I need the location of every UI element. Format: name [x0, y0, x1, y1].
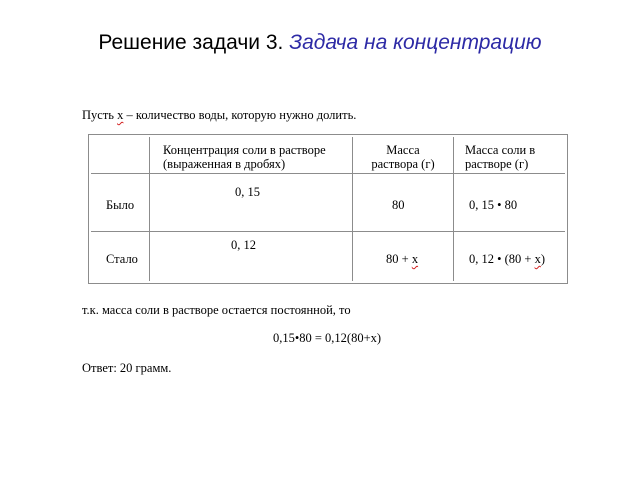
answer-text: Ответ: 20 грамм.: [82, 361, 172, 375]
table-divider: [453, 137, 454, 281]
header-mass-solution-line1: Масса: [386, 143, 420, 157]
intro-suffix: – количество воды, которую нужно долить.: [123, 108, 357, 122]
after-concentration: 0, 12: [231, 238, 256, 252]
table-divider: [91, 231, 565, 232]
row-label-before: Было: [106, 198, 135, 212]
table-divider: [149, 137, 150, 281]
header-concentration-line1: Концентрация соли в растворе: [163, 143, 326, 157]
equation: 0,15•80 = 0,12(80+х): [273, 331, 382, 345]
after-mass-salt-suffix: ): [540, 252, 546, 266]
after-mass-solution-prefix: 80 +: [386, 252, 412, 266]
intro-text: [82, 108, 356, 123]
after-mass-solution-variable: х: [411, 252, 419, 266]
header-mass-salt-line1: Масса соли в: [465, 143, 536, 157]
intro-prefix: Пусть: [82, 108, 118, 122]
slide-title: [0, 31, 640, 55]
row-label-after: Стало: [106, 252, 138, 266]
intro-variable: х: [117, 108, 124, 122]
before-mass-solution: 80: [392, 198, 405, 212]
header-mass-solution: [353, 143, 453, 171]
header-mass-solution-line2: раствора (г): [371, 157, 435, 171]
table-divider: [91, 173, 565, 174]
before-mass-salt: 0, 15 • 80: [469, 198, 518, 212]
title-subtitle: Задача на концентрацию: [289, 31, 542, 54]
title-main: Решение задачи 3.: [98, 31, 284, 54]
before-concentration: 0, 15: [235, 185, 260, 199]
header-concentration: [163, 143, 326, 171]
after-mass-salt: [469, 252, 545, 266]
after-mass-salt-variable: х: [534, 252, 541, 266]
condition-text: т.к. масса соли в растворе остается постоянной, то: [82, 303, 351, 317]
header-mass-salt-line2: растворе (г): [465, 157, 529, 171]
after-mass-salt-prefix: 0, 12 • (80 +: [469, 252, 535, 266]
solution-table: [88, 134, 568, 284]
after-mass-solution: [386, 252, 418, 266]
header-mass-salt: [465, 143, 535, 171]
header-concentration-line2: (выраженная в дробях): [163, 157, 286, 171]
